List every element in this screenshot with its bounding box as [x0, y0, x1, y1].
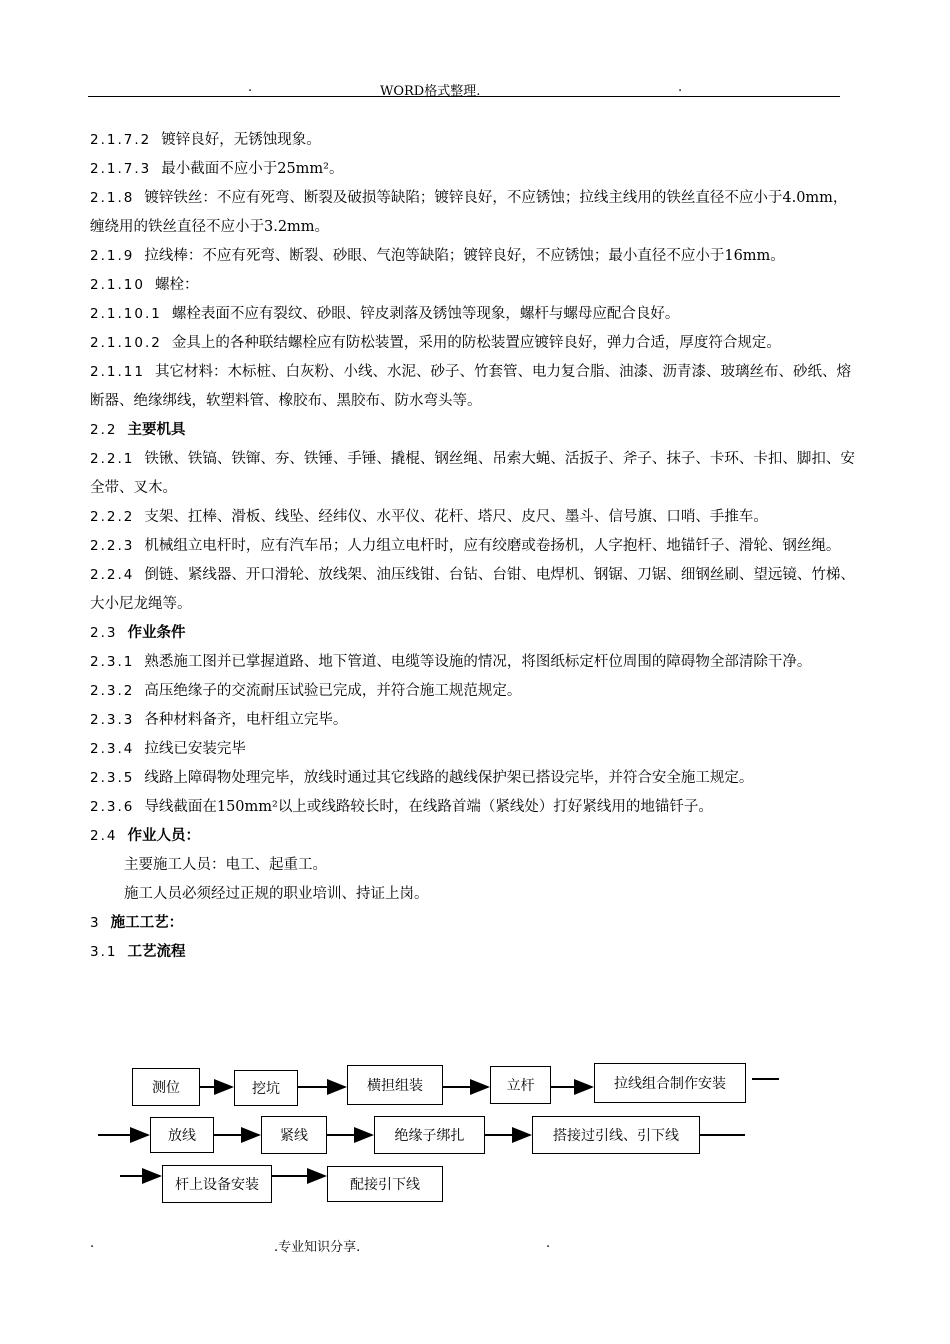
page-header	[88, 80, 840, 99]
paragraph-text: 其它材料：木标桩、白灰粉、小线、水泥、砂子、竹套管、电力复合脂、油漆、沥青漆、玻璃丝布、砂纸、熔断器、绝缘绑线，软塑料管、橡胶布、黑胶布、防水弯头等。	[90, 364, 851, 409]
section-number: 2.2.1	[90, 451, 135, 467]
paragraph-text: 主要施工人员：电工、起重工。	[124, 857, 327, 873]
section-number: 2.3.6	[90, 799, 135, 815]
paragraph	[90, 416, 855, 445]
flow-step-insulator-binding: 绝缘子绑扎	[374, 1116, 485, 1154]
paragraph	[90, 126, 855, 155]
paragraph-text: 铁锹、铁镐、铁镩、夯、铁锤、手锤、撬棍、钢丝绳、吊索大蝇、活扳子、斧子、抹子、卡环、卡扣、脚扣、安全带、叉木。	[90, 451, 855, 496]
paragraph	[90, 735, 855, 764]
section-number: 2.1.7.2	[90, 132, 152, 148]
paragraph	[90, 184, 855, 242]
section-number: 3.1	[90, 944, 118, 960]
paragraph-text: 倒链、紧线器、开口滑轮、放线架、油压线钳、台钻、台钳、电焊机、钢锯、刀锯、细钢丝刷、望远镜、竹梯、大小尼龙绳等。	[90, 567, 855, 612]
paragraph	[90, 938, 855, 967]
section-number: 2.1.10.1	[90, 306, 162, 322]
flow-step-survey: 测位	[132, 1068, 200, 1106]
section-heading: 作业人员：	[127, 828, 200, 844]
header-dot-right: .	[678, 80, 683, 95]
header-title: WORD格式整理.	[380, 84, 481, 99]
footer-text: .专业知识分享.	[274, 1240, 361, 1255]
flow-step-pay-out-wire: 放线	[150, 1117, 214, 1153]
paragraph-text: 熟悉施工图并已掌握道路、地下管道、电缆等设施的情况，将图纸标定杆位周围的障碍物全部清除干净。	[144, 654, 812, 670]
paragraph-text: 施工人员必须经过正规的职业培训、持证上岗。	[124, 886, 429, 902]
section-number: 2.1.9	[90, 248, 135, 264]
section-number: 2.3	[90, 625, 118, 641]
footer-dot-right: .	[546, 1236, 551, 1251]
paragraph-text: 拉线棒：不应有死弯、断裂、砂眼、气泡等缺陷；镀锌良好，不应锈蚀；最小直径不应小于16mm。	[144, 248, 785, 264]
flow-step-pole-equipment: 杆上设备安装	[162, 1165, 272, 1203]
paragraph	[90, 706, 855, 735]
paragraph	[90, 532, 855, 561]
document-body	[90, 126, 855, 967]
section-number: 2.1.7.3	[90, 161, 152, 177]
section-heading: 施工工艺：	[110, 915, 184, 931]
paragraph	[90, 793, 855, 822]
paragraph	[90, 242, 855, 271]
flow-step-dig-pit: 挖坑	[234, 1070, 298, 1106]
paragraph-text: 导线截面在150mm²以上或线路较长时，在线路首端（紧线处）打好紧线用的地锚钎子。	[144, 799, 713, 815]
header-dot-left: .	[248, 80, 253, 95]
paragraph-text: 拉线已安装完毕	[144, 741, 246, 757]
section-number: 2.3.2	[90, 683, 135, 699]
footer-dot-left: .	[90, 1236, 95, 1251]
section-number: 2.1.8	[90, 190, 135, 206]
paragraph	[90, 909, 855, 938]
paragraph	[90, 677, 855, 706]
paragraph	[90, 764, 855, 793]
section-number: 2.3.4	[90, 741, 135, 757]
paragraph-text: 螺栓：	[154, 277, 199, 293]
flow-step-jumper-downlead: 搭接过引线、引下线	[532, 1116, 700, 1154]
paragraph	[90, 648, 855, 677]
paragraph	[90, 822, 855, 851]
section-heading: 作业条件	[127, 625, 186, 641]
paragraph	[90, 358, 855, 416]
section-number: 2.3.1	[90, 654, 135, 670]
section-number: 2.4	[90, 828, 118, 844]
section-number: 2.3.5	[90, 770, 135, 786]
section-number: 3	[90, 915, 101, 931]
paragraph	[90, 445, 855, 503]
section-number: 2.2.3	[90, 538, 135, 554]
paragraph-text: 镀锌良好，无锈蚀现象。	[161, 132, 321, 148]
paragraph	[90, 561, 855, 619]
flow-step-guy-wire-install: 拉线组合制作安装	[594, 1063, 746, 1103]
section-number: 2.1.10.2	[90, 335, 162, 351]
paragraph-text: 支架、扛棒、滑板、线坠、经纬仪、水平仪、花杆、塔尺、皮尺、墨斗、信号旗、口哨、手推车。	[144, 509, 768, 525]
paragraph	[90, 503, 855, 532]
section-heading: 工艺流程	[127, 944, 186, 960]
section-number: 2.2	[90, 422, 118, 438]
section-number: 2.2.2	[90, 509, 135, 525]
paragraph-text: 金具上的各种联结螺栓应有防松装置，采用的防松装置应镀锌良好，弹力合适，厚度符合规定。	[171, 335, 781, 351]
paragraph	[90, 300, 855, 329]
flow-step-tension-wire: 紧线	[261, 1116, 327, 1154]
section-number: 2.3.3	[90, 712, 135, 728]
paragraph-text: 最小截面不应小于25mm²。	[161, 161, 344, 177]
paragraph-text: 高压绝缘子的交流耐压试验已完成，并符合施工规范规定。	[144, 683, 522, 699]
page-footer	[88, 1236, 848, 1254]
paragraph	[90, 851, 855, 880]
paragraph-text: 线路上障碍物处理完毕，放线时通过其它线路的越线保护架已搭设完毕，并符合安全施工规定。	[144, 770, 754, 786]
paragraph	[90, 155, 855, 184]
section-heading: 主要机具	[127, 422, 186, 438]
paragraph-text: 螺栓表面不应有裂纹、砂眼、锌皮剥落及锈蚀等现象，螺杆与螺母应配合良好。	[171, 306, 680, 322]
paragraph	[90, 271, 855, 300]
section-number: 2.1.10	[90, 277, 145, 293]
paragraph-text: 各种材料备齐，电杆组立完毕。	[144, 712, 348, 728]
paragraph-text: 镀锌铁丝：不应有死弯、断裂及破损等缺陷；镀锌良好，不应锈蚀；拉线主线用的铁丝直径不应小于4.0mm，缠绕用的铁丝直径不应小于3.2mm。	[90, 190, 848, 235]
section-number: 2.2.4	[90, 567, 135, 583]
flow-step-connect-downlead: 配接引下线	[327, 1166, 443, 1202]
paragraph	[90, 880, 855, 909]
paragraph	[90, 619, 855, 648]
paragraph	[90, 329, 855, 358]
flow-step-crossarm-assembly: 横担组装	[347, 1065, 443, 1105]
section-number: 2.1.11	[90, 364, 145, 380]
header-rule	[88, 96, 840, 97]
paragraph-text: 机械组立电杆时，应有汽车吊；人力组立电杆时，应有绞磨或卷扬机，人字抱杆、地锚钎子、滑轮、钢丝绳。	[144, 538, 841, 554]
flow-step-erect-pole: 立杆	[490, 1066, 551, 1104]
